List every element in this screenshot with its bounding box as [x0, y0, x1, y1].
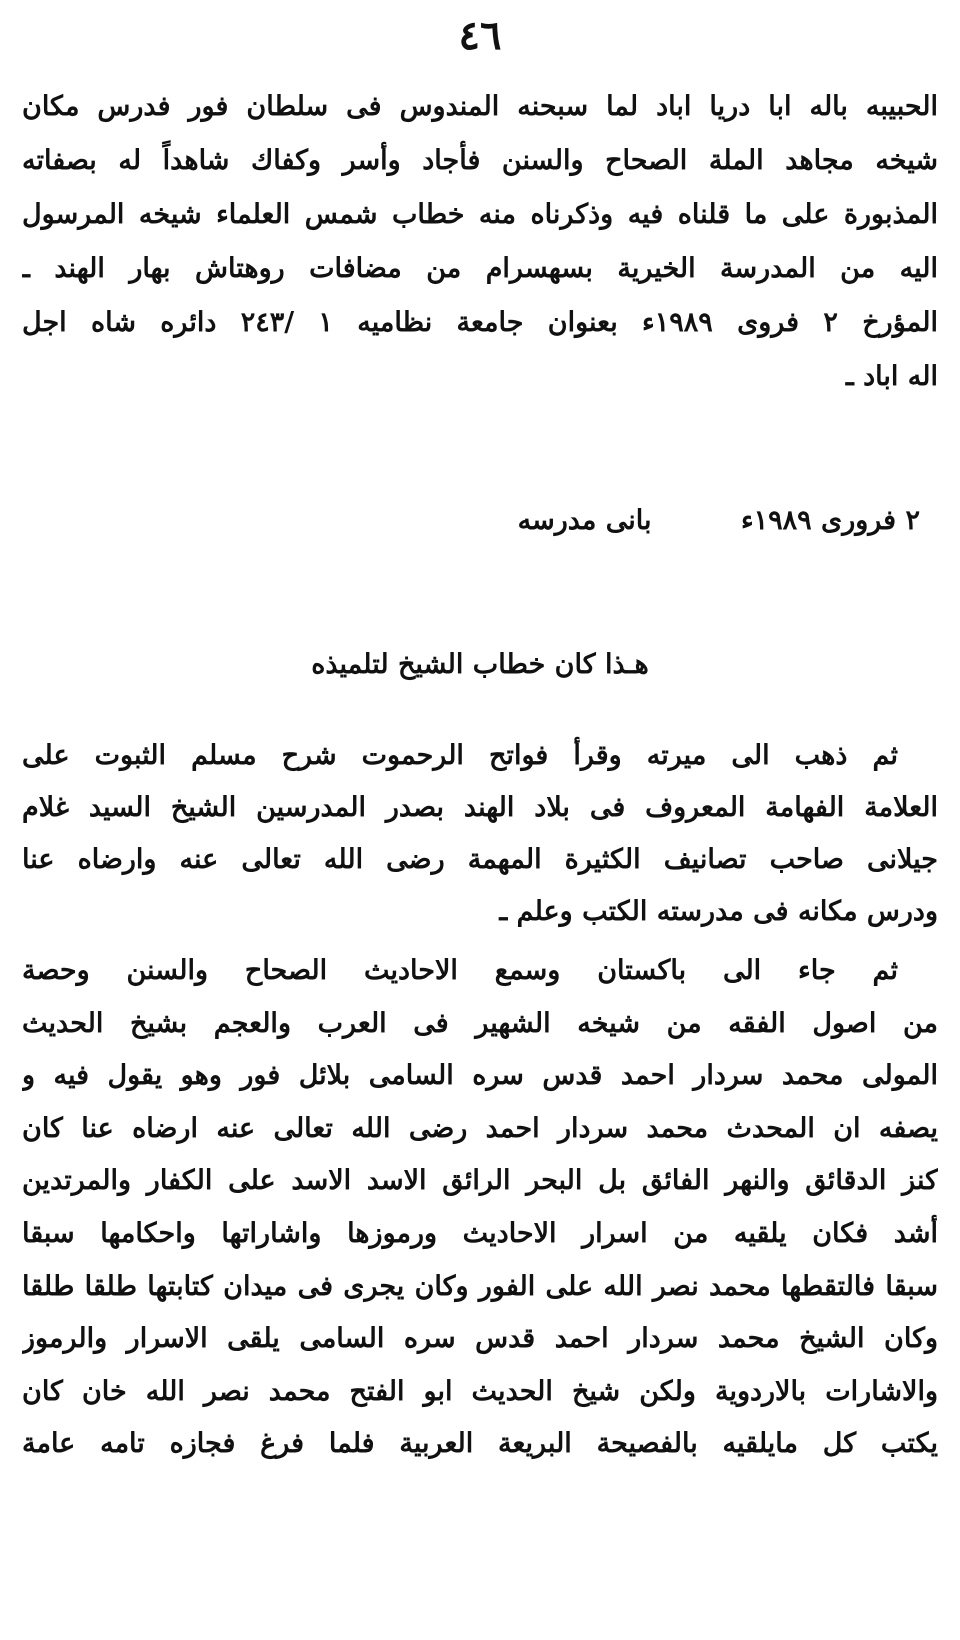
- text-line: ودرس مكانه فى مدرسته الكتب وعلم ـ: [499, 896, 938, 927]
- text-line: المؤرخ ٢ فروى ١٩٨٩ء بعنوان جامعة نظاميه ١ /٢٤٣ دائره شاه اجل: [22, 307, 938, 338]
- paragraph-studies-meerut: [22, 730, 938, 938]
- signature-date: ٢ فروری ١٩٨٩ء: [740, 505, 920, 536]
- text-line: الحبيبه باله ابا دريا اباد لما سبحنه المندوس فى سلطان فور فدرس مكان: [22, 91, 938, 122]
- page-number: ٤٦: [458, 12, 502, 59]
- text-line: ثم ذهب الى ميرته وقرأ فواتح الرحموت شرح مسلم الثبوت على: [22, 740, 898, 771]
- text-line: كنز الدقائق والنهر الفائق بل البحر الرائق الاسد الاسد على الكفار والمرتدين: [22, 1165, 938, 1197]
- text-line: اليه من المدرسة الخيرية بسهسرام من مضافات روهتاش بهار الهند ـ: [22, 253, 938, 284]
- text-line: وكان الشيخ محمد سردار احمد قدس سره السامى يلقى الاسرار والرموز: [22, 1323, 938, 1355]
- letter-signature: [518, 496, 920, 546]
- paragraph-letter-reference: [22, 80, 938, 404]
- text-line: العلامة الفهامة المعروف فى بلاد الهند بصدر المدرسين الشيخ السيد غلام: [22, 792, 938, 823]
- text-line: شيخه مجاهد الملة الصحاح والسنن فأجاد وأسر وكفاك شاهداً له بصفاته: [22, 145, 938, 176]
- text-line: يصفه ان المحدث محمد سردار احمد رضى الله تعالى عنه ارضاه عنا كان: [22, 1112, 938, 1144]
- text-line: اله اباد ـ: [845, 361, 938, 392]
- text-line: سبقا فالتقطها محمد نصر الله على الفور وكان يجرى فى ميدان كتابتها طلقا طلقا: [22, 1270, 938, 1302]
- text-line: المذبورة على ما قلناه فيه وذكرناه منه خطاب شمس العلماء شيخه المرسول: [22, 199, 938, 230]
- paragraph-studies-pakistan: [22, 945, 938, 1471]
- text-line: أشد فكان يلقيه من اسرار الاحاديث ورموزها واشاراتها واحكامها سبقا: [22, 1217, 938, 1249]
- section-heading: هـذا كان خطاب الشيخ لتلميذه: [311, 649, 649, 680]
- text-line: من اصول الفقه من شيخه الشهير فى العرب والعجم بشيخ الحديث: [22, 1007, 938, 1039]
- text-line: المولى محمد سردار احمد قدس سره السامى بلائل فور وهو يقول فيه و: [22, 1060, 938, 1092]
- text-line: ثم جاء الى باكستان وسمع الاحاديث الصحاح والسنن وحصة: [22, 955, 898, 986]
- text-line: والاشارات بالاردوية ولكن شيخ الحديث ابو الفتح محمد نصر الله خان كان: [22, 1375, 938, 1407]
- text-line: يكتب كل مايلقيه بالفصيحة البريعة العربية فلما فرغ فجازه تامه عامة: [22, 1428, 938, 1460]
- text-line: جيلانى صاحب تصانيف الكثيرة المهمة رضى الله تعالى عنه وارضاه عنا: [22, 844, 938, 875]
- signature-name: بانی مدرسه: [517, 505, 652, 536]
